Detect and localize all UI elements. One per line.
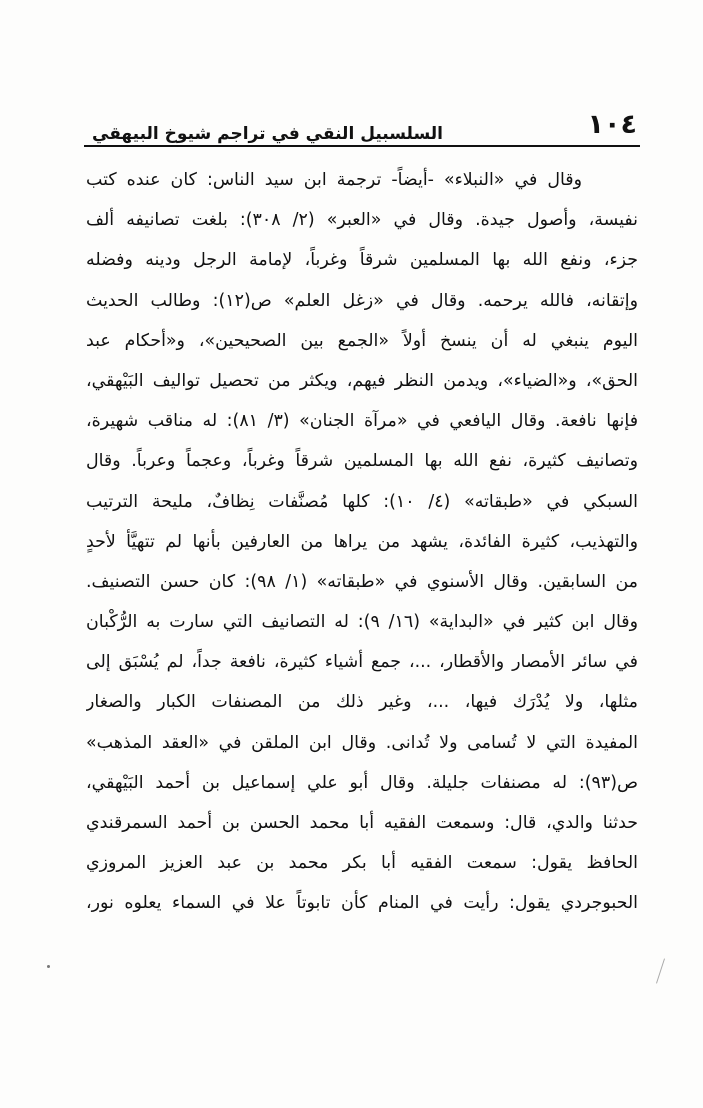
text-line: الحق»، و«الضياء»، ويدمن النظر فيهم، ويكثر من تحصيل تواليف البَيْهقي، — [86, 370, 638, 391]
text-line: وقال ابن كثير في «البداية» (١٦/ ٩): له التصانيف التي سارت به الرُّكْبان — [86, 612, 638, 633]
text-line: وتصانيف كثيرة، نفع الله بها المسلمين شرقاً وغرباً، وعجماً وعرباً. وقال — [86, 451, 638, 472]
text-line: الحافظ يقول: سمعت الفقيه أبا بكر محمد بن عبد العزيز المروزي — [86, 853, 638, 874]
text-line: مثلها، ولا يُدْرَك فيها، ...، وغير ذلك من المصنفات الكبار والصغار — [86, 692, 638, 713]
text-line: فإنها نافعة. وقال اليافعي في «مرآة الجنان» (٣/ ٨١): له مناقب شهيرة، — [86, 411, 638, 432]
text-line: وقال في «النبلاء» -أيضاً- ترجمة ابن سيد الناس: كان عنده كتب — [86, 170, 582, 190]
text-line: المفيدة التي لا تُسامى ولا تُدانى. وقال ابن الملقن في «العقد المذهب» — [86, 732, 638, 753]
text-line: من السابقين. وقال الأسنوي في «طبقاته» (١/ ٩٨): كان حسن التصنيف. — [86, 571, 638, 592]
running-title: السلسبيل النقي في تراجم شيوخ البيهقي — [92, 124, 443, 144]
scan-speck — [47, 965, 50, 968]
body-text — [86, 160, 638, 924]
text-line: جزء، ونفع الله بها المسلمين شرقاً وغرباً، لإمامة الرجل ودينه وفضله — [86, 250, 638, 271]
text-line: وإتقانه، فالله يرحمه. وقال في «زغل العلم» ص(١٢): وطالب الحديث — [86, 290, 638, 311]
text-line: ص(٩٣): له مصنفات جليلة. وقال أبو علي إسماعيل بن أحمد البَيْهقي، — [86, 772, 638, 793]
text-line: والتهذيب، كثيرة الفائدة، يشهد من يراها من العارفين بأنها لم تتهيَّأ لأحدٍ — [86, 531, 638, 552]
page-number: ١٠٤ — [587, 109, 637, 140]
text-line: حدثنا والدي، قال: وسمعت الفقيه أبا محمد الحسن بن أحمد السمرقندي — [86, 813, 638, 833]
text-line: السبكي في «طبقاته» (٤/ ١٠): كلها مُصنَّفات نِظافٌ، مليحة الترتيب — [86, 491, 638, 512]
text-line: اليوم ينبغي له أن ينسخ أولاً «الجمع بين الصحيحين»، و«أحكام عبد — [86, 330, 638, 351]
text-line: الحبوجردي يقول: رأيت في المنام كأن تابوتاً علا في السماء يعلوه نور، — [86, 893, 638, 914]
text-line: في سائر الأمصار والأقطار، ...، جمع أشياء كثيرة، نافعة جداً، لم يُسْبَق إلى — [86, 652, 638, 673]
scan-mark — [656, 958, 665, 983]
page-header — [92, 108, 637, 144]
header-rule — [84, 145, 640, 147]
text-line: نفيسة، وأصول جيدة. وقال في «العبر» (٢/ ٣٠٨): بلغت تصانيفه ألف — [86, 210, 638, 231]
